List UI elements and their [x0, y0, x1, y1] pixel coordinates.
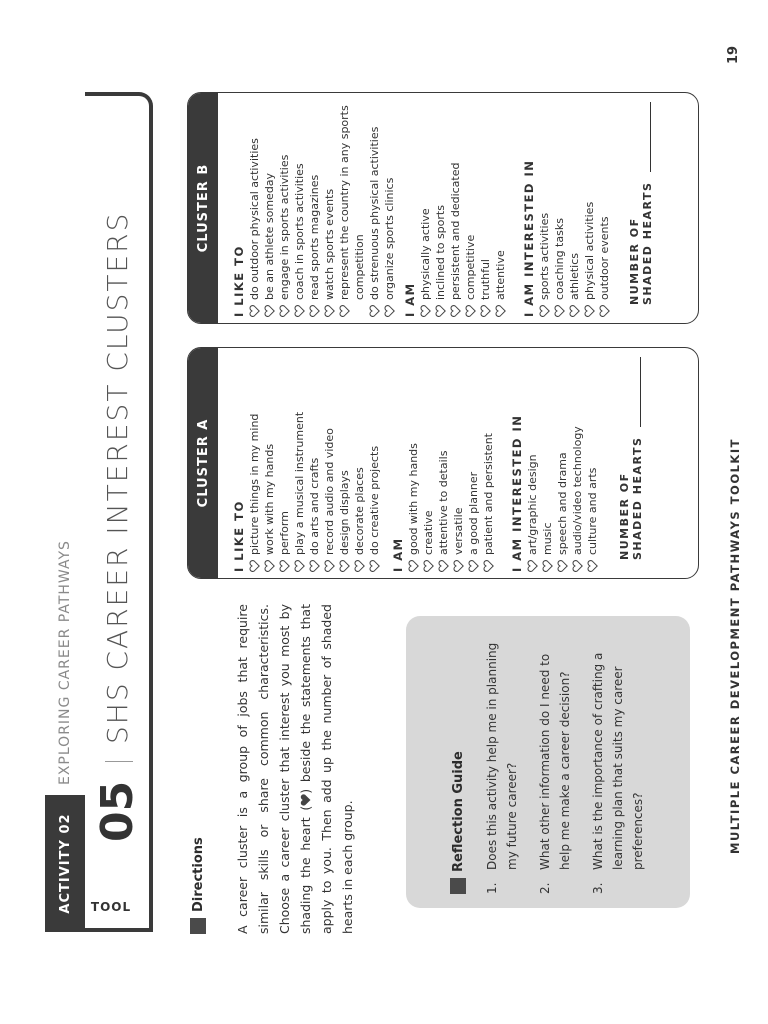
- cluster-b-title: CLUSTER B: [188, 93, 218, 323]
- directions-text: [232, 604, 358, 934]
- count-label: [628, 182, 654, 305]
- count-label-line1: NUMBER OF: [618, 472, 631, 560]
- count-answer-line[interactable]: [650, 102, 651, 172]
- heart-outline-icon[interactable]: [309, 560, 320, 572]
- heart-outline-icon[interactable]: [339, 560, 350, 572]
- cluster-b-like-list: [247, 99, 397, 317]
- reflection-question: [588, 630, 648, 894]
- statement-text: sports activities: [538, 212, 551, 300]
- statement-item: [466, 354, 481, 572]
- statement-text: do outdoor physical activities: [248, 138, 261, 300]
- heart-outline-icon[interactable]: [572, 560, 583, 572]
- statement-item: [493, 99, 508, 317]
- heart-outline-icon[interactable]: [453, 560, 464, 572]
- heart-outline-icon[interactable]: [527, 560, 538, 572]
- statement-text: physically active: [419, 208, 432, 300]
- statement-text: watch sports events: [323, 188, 336, 300]
- statement-item: [382, 99, 397, 317]
- statement-text: attentive: [494, 250, 507, 300]
- cluster-b-am-list: [418, 99, 508, 317]
- directions-text-1: A career cluster is a group of jobs that require similar skills or share common characteristics. Choose a career cluster that interest you most by shading the heart (: [235, 604, 313, 934]
- statement-item: [247, 99, 262, 317]
- heart-outline-icon[interactable]: [539, 305, 550, 317]
- statement-text: picture things in my mind: [248, 413, 261, 555]
- count-answer-line[interactable]: [640, 357, 641, 427]
- heart-outline-icon[interactable]: [584, 305, 595, 317]
- statement-text: organize sports clinics: [383, 177, 396, 300]
- reflection-heading-text: Reflection Guide: [450, 751, 466, 872]
- cluster-a-title: CLUSTER A: [188, 348, 218, 578]
- statement-item: [337, 99, 367, 317]
- statement-item: [418, 99, 433, 317]
- statement-text: play a musical instrument: [293, 411, 306, 555]
- heart-outline-icon[interactable]: [450, 305, 461, 317]
- heart-outline-icon[interactable]: [339, 305, 350, 317]
- statement-text: persistent and dedicated: [449, 162, 462, 300]
- statement-text: creative: [422, 510, 435, 555]
- question-text: What other information do I need to help me make a career decision?: [538, 653, 572, 870]
- heart-outline-icon[interactable]: [279, 560, 290, 572]
- statement-text: competitive: [464, 234, 477, 300]
- cluster-b-interested-heading: I AM INTERESTED IN: [522, 159, 536, 317]
- statement-item: [352, 354, 367, 572]
- statement-item: [481, 354, 496, 572]
- header-bar: [45, 92, 85, 932]
- heart-outline-icon[interactable]: [423, 560, 434, 572]
- section-subtitle: EXPLORING CAREER PATHWAYS: [45, 92, 85, 795]
- cluster-a-count: [618, 357, 644, 560]
- heart-outline-icon[interactable]: [324, 560, 335, 572]
- statement-text: decorate places: [353, 467, 366, 555]
- statement-item: [463, 99, 478, 317]
- statement-text: versatile: [452, 507, 465, 555]
- heart-filled-icon: [300, 794, 311, 806]
- footer-toolkit: MULTIPLE CAREER DEVELOPMENT PATHWAYS TOOLKIT: [728, 438, 742, 854]
- statement-item: [367, 99, 382, 317]
- count-label-line1: NUMBER OF: [628, 217, 641, 305]
- statement-text: culture and arts: [586, 467, 599, 555]
- activity-label: ACTIVITY 02: [57, 813, 73, 914]
- page-title: SHS CAREER INTEREST CLUSTERS: [100, 211, 134, 744]
- statement-text: design displays: [338, 470, 351, 555]
- heart-outline-icon[interactable]: [587, 560, 598, 572]
- directions-heading: [190, 837, 206, 934]
- reflection-heading: [450, 751, 466, 894]
- statement-text: record audio and video: [323, 428, 336, 555]
- statement-item: [478, 99, 493, 317]
- statement-text: be an athlete someday: [263, 172, 276, 300]
- heart-outline-icon[interactable]: [554, 305, 565, 317]
- heart-outline-icon[interactable]: [468, 560, 479, 572]
- statement-item: [421, 354, 436, 572]
- cluster-b-count: [628, 102, 654, 305]
- statement-item: [277, 99, 292, 317]
- header: [45, 92, 157, 932]
- cluster-a-like-heading: I LIKE TO: [232, 500, 246, 572]
- cluster-b-am-heading: I AM: [403, 282, 417, 317]
- heart-outline-icon[interactable]: [264, 560, 275, 572]
- title-divider: [105, 761, 133, 762]
- heart-outline-icon[interactable]: [249, 305, 260, 317]
- cluster-a-am-heading: I AM: [391, 537, 405, 572]
- tool-label-text: TOOL: [90, 900, 132, 914]
- statement-item: [406, 354, 421, 572]
- heart-outline-icon[interactable]: [465, 305, 476, 317]
- heart-outline-icon[interactable]: [542, 560, 553, 572]
- cluster-a-interested-heading: I AM INTERESTED IN: [510, 414, 524, 572]
- cluster-b-interested-list: [537, 99, 612, 317]
- count-label-line2: SHADED HEARTS: [641, 181, 654, 305]
- statement-text: patient and persistent: [482, 433, 495, 555]
- statement-item: [451, 354, 466, 572]
- statement-item: [292, 99, 307, 317]
- statement-item: [555, 354, 570, 572]
- heart-outline-icon[interactable]: [309, 305, 320, 317]
- statement-item: [585, 354, 600, 572]
- statement-item: [597, 99, 612, 317]
- question-text: Does this activity help me in planning my future career?: [485, 642, 519, 870]
- tool-number: 05: [91, 780, 143, 842]
- statement-item: [292, 354, 307, 572]
- heart-outline-icon[interactable]: [438, 560, 449, 572]
- statement-item: [262, 99, 277, 317]
- statement-item: [537, 99, 552, 317]
- statement-item: [262, 354, 277, 572]
- statement-text: truthful: [479, 259, 492, 300]
- statement-item: [307, 99, 322, 317]
- count-label-line2: SHADED HEARTS: [631, 436, 644, 560]
- statement-text: represent the country in any sports competition: [338, 105, 366, 300]
- statement-text: speech and drama: [556, 452, 569, 555]
- heart-outline-icon[interactable]: [354, 560, 365, 572]
- heart-outline-icon[interactable]: [324, 305, 335, 317]
- statement-text: do strenuous physical activities: [368, 126, 381, 300]
- heart-outline-icon[interactable]: [495, 305, 506, 317]
- statement-item: [322, 354, 337, 572]
- heart-outline-icon[interactable]: [569, 305, 580, 317]
- heading-marker: [450, 878, 466, 894]
- count-label: [618, 437, 644, 560]
- statement-item: [448, 99, 463, 317]
- statement-item: [247, 354, 262, 572]
- statement-text: coach in sports activities: [293, 163, 306, 300]
- statement-item: [322, 99, 337, 317]
- question-number: 1.: [485, 882, 499, 894]
- cluster-b-like-heading: I LIKE TO: [232, 245, 246, 317]
- statement-text: a good planner: [467, 471, 480, 555]
- heart-outline-icon[interactable]: [294, 560, 305, 572]
- reflection-question: [482, 630, 522, 894]
- statement-item: [433, 99, 448, 317]
- heart-outline-icon[interactable]: [249, 560, 260, 572]
- statement-text: attentive to details: [437, 450, 450, 555]
- statement-text: outdoor events: [598, 216, 611, 300]
- heart-outline-icon[interactable]: [279, 305, 290, 317]
- cluster-a-interested-list: [525, 354, 600, 572]
- question-text: What is the importance of crafting a learning plan that suits my career preferences?: [591, 652, 645, 870]
- statement-item: [540, 354, 555, 572]
- statement-text: inclined to sports: [434, 205, 447, 300]
- statement-text: read sports magazines: [308, 174, 321, 300]
- statement-item: [582, 99, 597, 317]
- statement-text: perform: [278, 511, 291, 555]
- statement-text: art/graphic design: [526, 454, 539, 555]
- statement-item: [436, 354, 451, 572]
- cluster-a-card: [187, 347, 699, 579]
- statement-text: do arts and crafts: [308, 457, 321, 555]
- heart-outline-icon[interactable]: [599, 305, 610, 317]
- heart-outline-icon[interactable]: [264, 305, 275, 317]
- statement-item: [570, 354, 585, 572]
- statement-text: do creative projects: [368, 445, 381, 555]
- heart-outline-icon[interactable]: [408, 560, 419, 572]
- statement-item: [525, 354, 540, 572]
- question-number: 2.: [538, 882, 552, 894]
- heart-outline-icon[interactable]: [294, 305, 305, 317]
- statement-text: physical activities: [583, 201, 596, 300]
- statement-text: engage in sports activities: [278, 154, 291, 300]
- statement-item: [367, 354, 382, 572]
- cluster-a-like-list: [247, 354, 382, 572]
- statement-text: audio/video technology: [571, 426, 584, 555]
- reflection-guide: [406, 616, 690, 908]
- tool-label: [81, 886, 145, 928]
- cluster-a-am-list: [406, 354, 496, 572]
- statement-item: [307, 354, 322, 572]
- cluster-b-card: [187, 92, 699, 324]
- reflection-question: [535, 630, 575, 894]
- heart-outline-icon[interactable]: [420, 305, 431, 317]
- reflection-questions: [482, 630, 661, 894]
- statement-text: work with my hands: [263, 443, 276, 555]
- heart-outline-icon[interactable]: [435, 305, 446, 317]
- heart-outline-icon[interactable]: [384, 305, 395, 317]
- statement-text: good with my hands: [407, 443, 420, 555]
- statement-item: [337, 354, 352, 572]
- statement-text: coaching tasks: [553, 218, 566, 300]
- heart-outline-icon[interactable]: [480, 305, 491, 317]
- heart-outline-icon[interactable]: [483, 560, 494, 572]
- directions-text-2: ) beside the statements that apply to you. Then add up the number of shaded hearts in each group.: [298, 604, 355, 934]
- heart-outline-icon[interactable]: [369, 560, 380, 572]
- heading-marker: [190, 918, 206, 934]
- question-number: 3.: [591, 882, 605, 894]
- heart-outline-icon[interactable]: [557, 560, 568, 572]
- statement-item: [552, 99, 567, 317]
- heart-outline-icon[interactable]: [369, 305, 380, 317]
- statement-item: [277, 354, 292, 572]
- statement-text: music: [541, 522, 554, 555]
- directions-heading-text: Directions: [190, 837, 206, 912]
- page-number: 19: [726, 45, 741, 64]
- statement-text: athletics: [568, 253, 581, 300]
- statement-item: [567, 99, 582, 317]
